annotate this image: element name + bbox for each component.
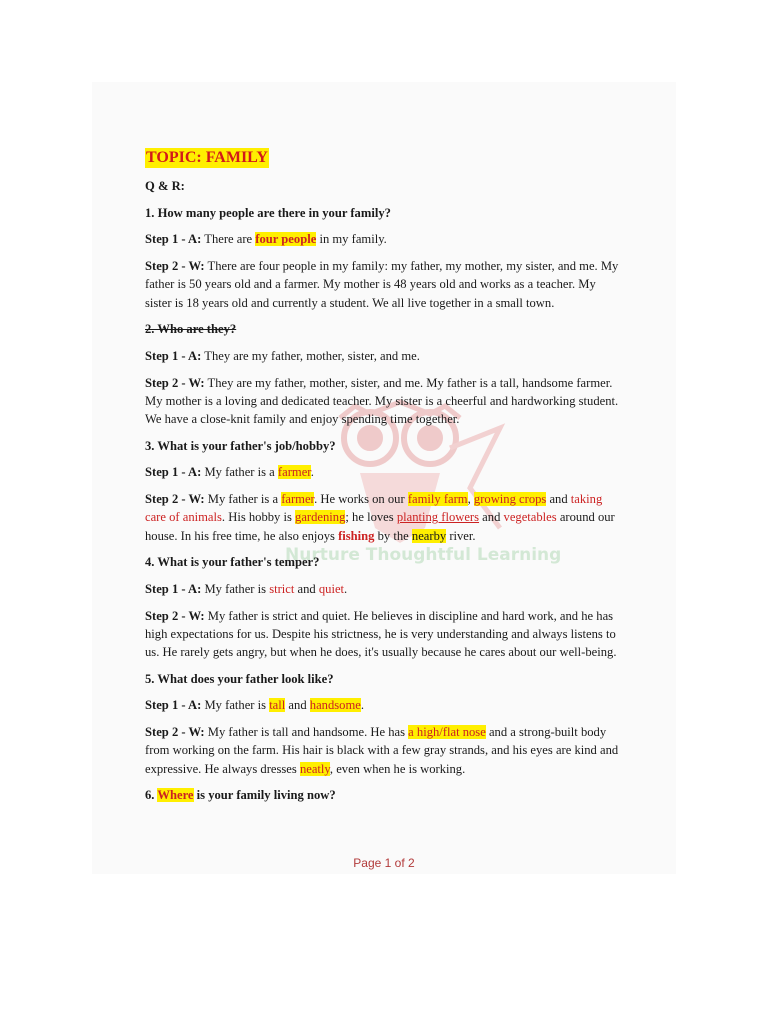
q3-hl-family-farm: family farm: [407, 492, 468, 507]
q3-s1-pre: My father is a: [201, 465, 278, 480]
q4-s1-and: and: [294, 581, 319, 596]
q1-s1-pre: There are: [201, 232, 256, 247]
q1-step2: [145, 257, 625, 312]
q4-s2-text: My father is strict and quiet. He believes in discipline and hard work, and he has high expectations for us. Despite his strictness, he is very understanding and always listens to us. He rarely gets angry, but when he does, it's usually because he cares about our well-being.: [145, 608, 617, 660]
q6-hl-where: Where: [157, 788, 194, 803]
q4-s1-pre: My father is: [201, 581, 270, 596]
q2-s1-text: They are my father, mother, sister, and me.: [201, 348, 420, 363]
q5-s1-and: and: [285, 698, 310, 713]
q2-step2: [145, 374, 625, 429]
watermark-text: Nurture Thoughtful Learning: [285, 545, 562, 565]
q3-s2-t6: river.: [446, 528, 476, 543]
question-3: 3. What is your father's job/hobby?: [145, 438, 336, 453]
q4-s1-post: .: [344, 581, 348, 596]
q3-s2-t3: ; he loves: [345, 510, 397, 525]
step2-label: Step 2 - W:: [145, 259, 205, 274]
q4-red-quiet: quiet: [318, 581, 345, 596]
q4-red-strict: strict: [269, 581, 295, 596]
q3-hl-nearby: nearby: [411, 528, 447, 543]
q3-s2-comma: ,: [467, 492, 474, 507]
q3-s2-and: and: [546, 492, 571, 507]
step1-label: Step 1 - A:: [145, 348, 202, 363]
q3-step1: [145, 463, 625, 481]
step1-label: Step 1 - A:: [145, 232, 202, 247]
q3-hl-growing-crops: growing crops: [473, 492, 547, 507]
q3-hl-farmer: farmer: [281, 492, 315, 507]
q5-s2-t2: , even when he is working.: [329, 761, 466, 776]
q5-hl-tall: tall: [269, 698, 286, 713]
q3-s2-t5: by the: [374, 528, 412, 543]
q1-highlight-four-people: four people: [255, 232, 317, 247]
q3-red-planting-flowers: planting flowers: [396, 510, 480, 525]
document-body: [145, 148, 625, 813]
q3-s2-t2: . His hobby is: [221, 510, 296, 525]
q3-s2-t4: around our house. In his free time, he also enjoys: [145, 510, 615, 543]
q5-s2-t1: and a strong-built body from working on the farm. His hair is black with a few gray strands, and his eyes are kind and expressive. He always dresses: [145, 725, 619, 776]
q3-s2-t1: . He works on our: [314, 492, 408, 507]
q6-rest: is your family living now?: [193, 788, 336, 803]
step2-label: Step 2 - W:: [145, 492, 205, 507]
q3-s1-post: .: [310, 465, 314, 480]
q3-s2-and2: and: [479, 510, 504, 525]
q4-step1: [145, 580, 625, 598]
q3-red-taking-care: taking care of animals: [145, 492, 603, 525]
question-5: 5. What does your father look like?: [145, 671, 334, 686]
q1-step1: [145, 230, 625, 248]
q5-hl-neatly: neatly: [299, 761, 330, 776]
q4-step2: [145, 607, 625, 662]
step2-label: Step 2 - W:: [145, 608, 205, 623]
q3-hl-gardening: gardening: [295, 510, 346, 525]
q3-s2-pre: My father is a: [204, 492, 282, 507]
qr-label: Q & R:: [145, 179, 185, 193]
q3-red-vegetables: vegetables: [503, 510, 557, 525]
q5-hl-nose: a high/flat nose: [408, 725, 486, 740]
q5-s1-post: .: [360, 698, 364, 713]
step1-label: Step 1 - A:: [145, 465, 202, 480]
step2-label: Step 2 - W:: [145, 725, 205, 740]
q3-highlight-farmer: farmer: [277, 465, 311, 480]
step1-label: Step 1 - A:: [145, 581, 202, 596]
step1-label: Step 1 - A:: [145, 698, 202, 713]
question-6: [145, 786, 625, 804]
question-4: 4. What is your father's temper?: [145, 555, 320, 570]
question-2: 2. Who are they?: [145, 322, 237, 337]
q3-step2: [145, 490, 625, 545]
step2-label: Step 2 - W:: [145, 375, 205, 390]
q5-hl-handsome: handsome: [309, 698, 361, 713]
q5-s1-pre: My father is: [201, 698, 270, 713]
topic-title: TOPIC: FAMILY: [146, 149, 268, 166]
q5-step1: [145, 696, 625, 714]
q3-red-fishing: fishing: [338, 528, 375, 543]
q1-s2-text: There are four people in my family: my father, my mother, my sister, and me. My father is 50 years old and a farmer. My mother is 48 years old and works as a teacher. My sister is 18 years old and currently a student. We all live together in a small town.: [145, 259, 619, 310]
q5-step2: [145, 723, 625, 778]
question-1: 1. How many people are there in your family?: [145, 205, 391, 220]
q2-s2-text: They are my father, mother, sister, and me. My father is a tall, handsome farmer. My mother is a loving and dedicated teacher. My sister is a cheerful and hardworking student. We have a close-knit family and enjoy spending time together.: [145, 375, 619, 427]
q6-number: 6.: [145, 788, 158, 803]
page-footer: Page 1 of 2: [353, 856, 415, 870]
q1-s1-post: in my family.: [316, 232, 387, 247]
q2-step1: [145, 347, 625, 365]
q5-s2-pre: My father is tall and handsome. He has: [204, 725, 409, 740]
